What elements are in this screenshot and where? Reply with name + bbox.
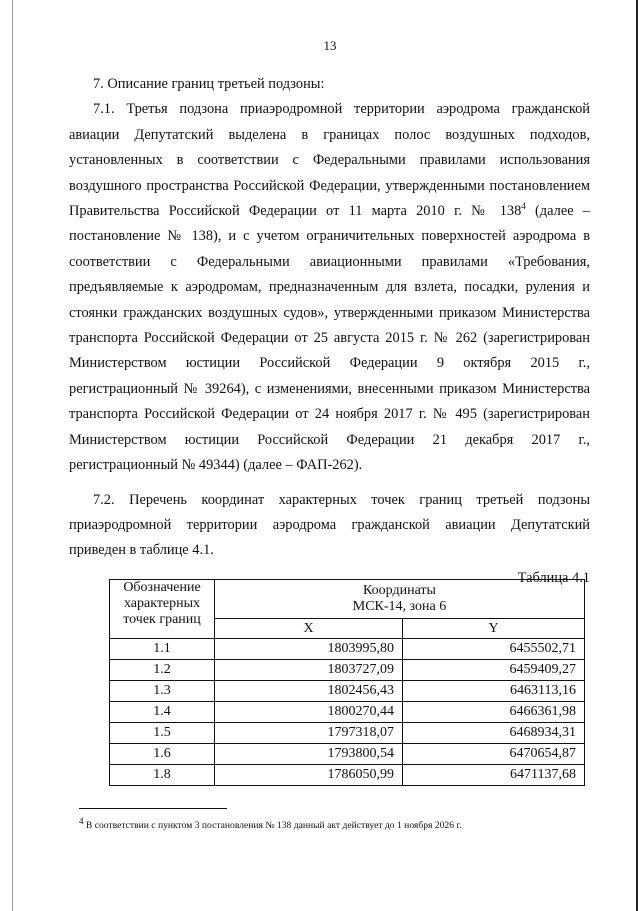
table-row: [110, 744, 585, 765]
x-coordinate-cell: 1803727,09: [215, 660, 403, 681]
point-cell: 1.8: [110, 765, 215, 786]
footnote: [79, 815, 599, 832]
paragraph-7-2: 7.2. Перечень координат характерных точек границ третьей подзоны приаэродромной территории аэродрома гражданской авиации Депутатский приведен в таблице 4.1.: [69, 491, 590, 559]
paragraph-7-1-text: 7.1. Третья подзона приаэродромной территории аэродрома гражданской авиации Депутатский выделена в границах полос воздушных подходов, установленных в соответствии с Федеральными правилами использования воздушного пространства Российской Федерации, утвержденными постановлением Правительства Российской Федерации от 11 марта 2010 г. № 138: [69, 101, 590, 220]
paragraph-7-1-continuation: (далее – постановление № 138), и с учетом ограничительных поверхностей аэродрома в соответствии с Федеральными авиационными правилами «Требования, предъявляемые к аэродромам, предназначенным для взлета, посадки, руления и стоянки гражданских воздушных судов», утвержденными приказом Министерства транспорта Российской Федерации от 25 августа 2015 г. № 262 (зарегистрирован Министерством юстиции Российской Федерации 9 октября 2015 г., регистрационный № 39264), с изменениями, внесенными приказом Министерства транспорта Российской Федерации от 24 ноября 2017 г. № 495 (зарегистрирован Министерством юстиции Российской Федерации 21 декабря 2017 г., регистрационный № 49344) (далее – ФАП-262).: [69, 203, 590, 474]
x-coordinate-cell: 1803995,80: [215, 639, 403, 660]
footnote-marker: 4: [79, 815, 84, 826]
y-coordinate-cell: 6470654,87: [403, 744, 585, 765]
point-cell: 1.5: [110, 723, 215, 744]
page-number: 13: [323, 38, 337, 53]
table-row: [110, 702, 585, 723]
scan-edge-left: [12, 0, 13, 911]
header-coordinates: [215, 580, 585, 619]
scan-edge-right: [636, 0, 638, 911]
y-coordinate-cell: 6468934,31: [403, 723, 585, 744]
table-row: [110, 765, 585, 786]
header-point-label: Обозначение характерных точек границ: [110, 580, 215, 639]
header-y: Y: [403, 619, 585, 639]
table-row: [110, 681, 585, 702]
footnote-reference: 4: [521, 201, 526, 212]
x-coordinate-cell: 1786050,99: [215, 765, 403, 786]
point-cell: 1.6: [110, 744, 215, 765]
point-cell: 1.2: [110, 660, 215, 681]
table-row: [110, 639, 585, 660]
table-row: [110, 660, 585, 681]
y-coordinate-cell: 6466361,98: [403, 702, 585, 723]
header-coordinates-title: Координаты: [363, 583, 436, 598]
point-cell: 1.4: [110, 702, 215, 723]
table-body: [110, 639, 585, 786]
footnote-separator: [79, 808, 227, 809]
y-coordinate-cell: 6471137,68: [403, 765, 585, 786]
y-coordinate-cell: 6455502,71: [403, 639, 585, 660]
y-coordinate-cell: 6463113,16: [403, 681, 585, 702]
x-coordinate-cell: 1802456,43: [215, 681, 403, 702]
x-coordinate-cell: 1797318,07: [215, 723, 403, 744]
table-row: [110, 723, 585, 744]
header-x: X: [215, 619, 403, 639]
point-cell: 1.1: [110, 639, 215, 660]
table-caption: Таблица 4.1: [517, 569, 590, 586]
point-cell: 1.3: [110, 681, 215, 702]
y-coordinate-cell: 6459409,27: [403, 660, 585, 681]
paragraph-7-1: [69, 97, 590, 478]
x-coordinate-cell: 1800270,44: [215, 702, 403, 723]
header-coordinate-system: МСК-14, зона 6: [352, 599, 447, 614]
section-heading: 7. Описание границ третьей подзоны:: [93, 76, 325, 92]
body-text: [69, 72, 590, 606]
x-coordinate-cell: 1793800,54: [215, 744, 403, 765]
footnote-text: В соответствии с пунктом 3 постановления № 138 данный акт действует до 1 ноября 2026 г.: [83, 820, 462, 831]
coordinates-table: [109, 579, 585, 786]
